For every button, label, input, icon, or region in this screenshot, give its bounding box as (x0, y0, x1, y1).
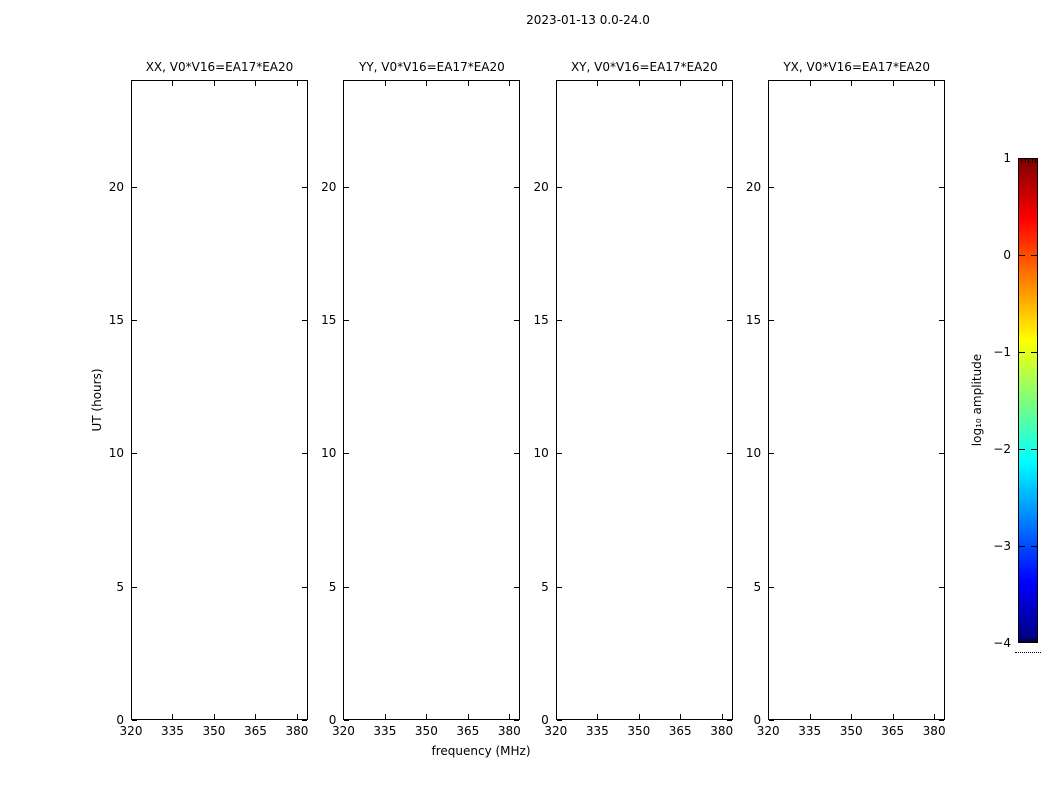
x-tick (131, 714, 132, 719)
colorbar-tick-label: −3 (993, 539, 1011, 553)
x-tick (297, 714, 298, 719)
y-tick-label: 0 (541, 713, 549, 727)
y-tick-label: 20 (533, 179, 549, 194)
x-tick (509, 714, 510, 719)
y-tick (344, 187, 349, 188)
y-tick-label: 0 (753, 713, 762, 727)
y-tick-label: 5 (328, 579, 337, 594)
x-tick (810, 714, 811, 719)
y-tick-label: 15 (108, 313, 124, 327)
x-tick (214, 81, 215, 86)
x-axis-label: frequency (MHz) (431, 744, 531, 758)
x-tick-label: 380 (497, 724, 521, 738)
x-tick (680, 81, 681, 86)
x-tick (385, 714, 386, 719)
y-tick (132, 587, 137, 588)
x-tick (556, 714, 557, 719)
x-tick-label: 335 (798, 724, 822, 738)
y-tick (769, 320, 774, 321)
colorbar-minor-tick (1021, 638, 1022, 642)
colorbar-tick (1031, 255, 1037, 256)
y-tick (344, 587, 349, 588)
y-tick (514, 453, 519, 454)
subplot-title: XX, V0*V16=EA17*EA20 (145, 60, 294, 74)
y-tick (132, 453, 137, 454)
x-tick-label: 350 (202, 724, 226, 738)
y-tick (557, 187, 562, 188)
y-tick (302, 453, 307, 454)
x-tick (722, 81, 723, 86)
y-tick (727, 587, 732, 588)
x-tick (509, 81, 510, 86)
x-tick (639, 714, 640, 719)
x-tick (297, 81, 298, 86)
y-tick-label: 0 (328, 713, 337, 727)
x-tick (768, 714, 769, 719)
y-tick (302, 187, 307, 188)
y-tick (132, 320, 137, 321)
y-tick (769, 587, 774, 588)
y-tick-label: 5 (753, 579, 762, 594)
colorbar-tick (1019, 352, 1025, 353)
y-tick (344, 320, 349, 321)
subplot-panel (343, 80, 520, 720)
x-tick (768, 81, 769, 86)
x-tick-label: 320 (331, 724, 355, 738)
colorbar-tick-label: −4 (993, 636, 1011, 650)
x-tick (893, 714, 894, 719)
y-tick-label: 10 (108, 446, 124, 461)
y-tick (727, 187, 732, 188)
y-tick (727, 720, 732, 721)
x-tick-label: 380 (710, 724, 734, 738)
y-tick-label: 15 (321, 313, 337, 327)
colorbar-minor-tick (1032, 159, 1033, 163)
y-tick-label: 20 (108, 179, 124, 194)
y-tick (727, 453, 732, 454)
y-tick-label: 10 (745, 446, 762, 461)
x-tick (172, 81, 173, 86)
x-tick-label: 350 (839, 724, 863, 738)
y-tick (514, 187, 519, 188)
y-tick-label: 10 (533, 446, 549, 461)
colorbar-tick-label: 0 (1003, 248, 1011, 262)
colorbar-minor-tick (1028, 638, 1029, 642)
colorbar-tick (1019, 255, 1025, 256)
y-tick-label: 15 (745, 313, 762, 327)
y-tick (132, 720, 137, 721)
x-tick (426, 714, 427, 719)
x-tick (722, 714, 723, 719)
figure-title: 2023-01-13 0.0-24.0 (526, 13, 650, 27)
y-tick (557, 320, 562, 321)
colorbar-tick-label: 1 (1003, 151, 1011, 165)
x-tick-label: 380 (285, 724, 309, 738)
x-tick (343, 81, 344, 86)
x-tick-label: 365 (456, 724, 480, 738)
x-tick (556, 81, 557, 86)
colorbar-tick (1019, 449, 1025, 450)
x-tick (214, 714, 215, 719)
y-axis-label: UT (hours) (90, 368, 104, 432)
y-tick (514, 720, 519, 721)
colorbar-label: log₁₀ amplitude (970, 353, 984, 447)
y-tick (939, 587, 944, 588)
colorbar-tick (1031, 449, 1037, 450)
x-tick (680, 714, 681, 719)
x-tick-label: 320 (756, 724, 780, 738)
y-tick (557, 453, 562, 454)
x-tick-label: 335 (373, 724, 397, 738)
y-tick-label: 0 (116, 713, 124, 727)
y-tick-label: 20 (321, 179, 337, 194)
y-tick (557, 587, 562, 588)
y-tick (514, 320, 519, 321)
y-tick (132, 187, 137, 188)
x-tick (893, 81, 894, 86)
subplot-title: XY, V0*V16=EA17*EA20 (570, 60, 718, 74)
colorbar-dotted-line (1015, 652, 1041, 653)
subplot-title: YY, V0*V16=EA17*EA20 (358, 60, 505, 74)
x-tick (385, 81, 386, 86)
x-tick (343, 714, 344, 719)
x-tick (131, 81, 132, 86)
y-tick (769, 453, 774, 454)
x-tick-label: 350 (414, 724, 438, 738)
x-tick-label: 365 (668, 724, 692, 738)
subplot-panel (556, 80, 733, 720)
x-tick (934, 81, 935, 86)
colorbar-minor-tick (1025, 159, 1026, 163)
x-tick (851, 81, 852, 86)
y-tick (302, 720, 307, 721)
x-tick (851, 714, 852, 719)
x-tick-label: 350 (627, 724, 651, 738)
x-tick (639, 81, 640, 86)
x-tick-label: 365 (243, 724, 267, 738)
x-tick-label: 320 (544, 724, 568, 738)
y-tick (302, 320, 307, 321)
y-tick-label: 10 (321, 446, 337, 461)
colorbar-minor-tick (1032, 638, 1033, 642)
x-tick (255, 714, 256, 719)
y-tick (557, 720, 562, 721)
x-tick (597, 714, 598, 719)
y-tick (769, 187, 774, 188)
x-tick (934, 714, 935, 719)
y-tick (344, 453, 349, 454)
colorbar-minor-tick (1035, 159, 1036, 163)
colorbar-tick (1031, 352, 1037, 353)
x-tick (597, 81, 598, 86)
colorbar-minor-tick (1025, 638, 1026, 642)
subplot-panel (768, 80, 945, 720)
x-tick-label: 380 (922, 724, 946, 738)
colorbar-tick-label: −2 (993, 442, 1011, 456)
y-tick (769, 720, 774, 721)
colorbar-tick-label: −1 (993, 345, 1011, 359)
x-tick-label: 320 (119, 724, 143, 738)
y-tick (727, 320, 732, 321)
x-tick-label: 365 (881, 724, 905, 738)
colorbar-tick (1019, 546, 1025, 547)
colorbar-tick (1031, 546, 1037, 547)
colorbar-gradient (1018, 158, 1038, 643)
y-tick-label: 15 (533, 313, 549, 327)
y-tick-label: 20 (745, 179, 762, 194)
colorbar-minor-tick (1021, 159, 1022, 163)
y-tick (939, 720, 944, 721)
colorbar-minor-tick (1035, 638, 1036, 642)
x-tick (172, 714, 173, 719)
x-tick (426, 81, 427, 86)
y-tick (939, 320, 944, 321)
y-tick (302, 587, 307, 588)
y-tick (344, 720, 349, 721)
y-tick (939, 453, 944, 454)
y-tick-label: 5 (541, 579, 549, 594)
y-tick (514, 587, 519, 588)
subplot-title: YX, V0*V16=EA17*EA20 (783, 60, 931, 74)
x-tick (468, 714, 469, 719)
y-tick (939, 187, 944, 188)
x-tick (255, 81, 256, 86)
colorbar-minor-tick (1028, 159, 1029, 163)
subplot-panel (131, 80, 308, 720)
x-tick (810, 81, 811, 86)
x-tick-label: 335 (585, 724, 609, 738)
x-tick-label: 335 (161, 724, 184, 738)
x-tick (468, 81, 469, 86)
y-tick-label: 5 (116, 579, 124, 594)
